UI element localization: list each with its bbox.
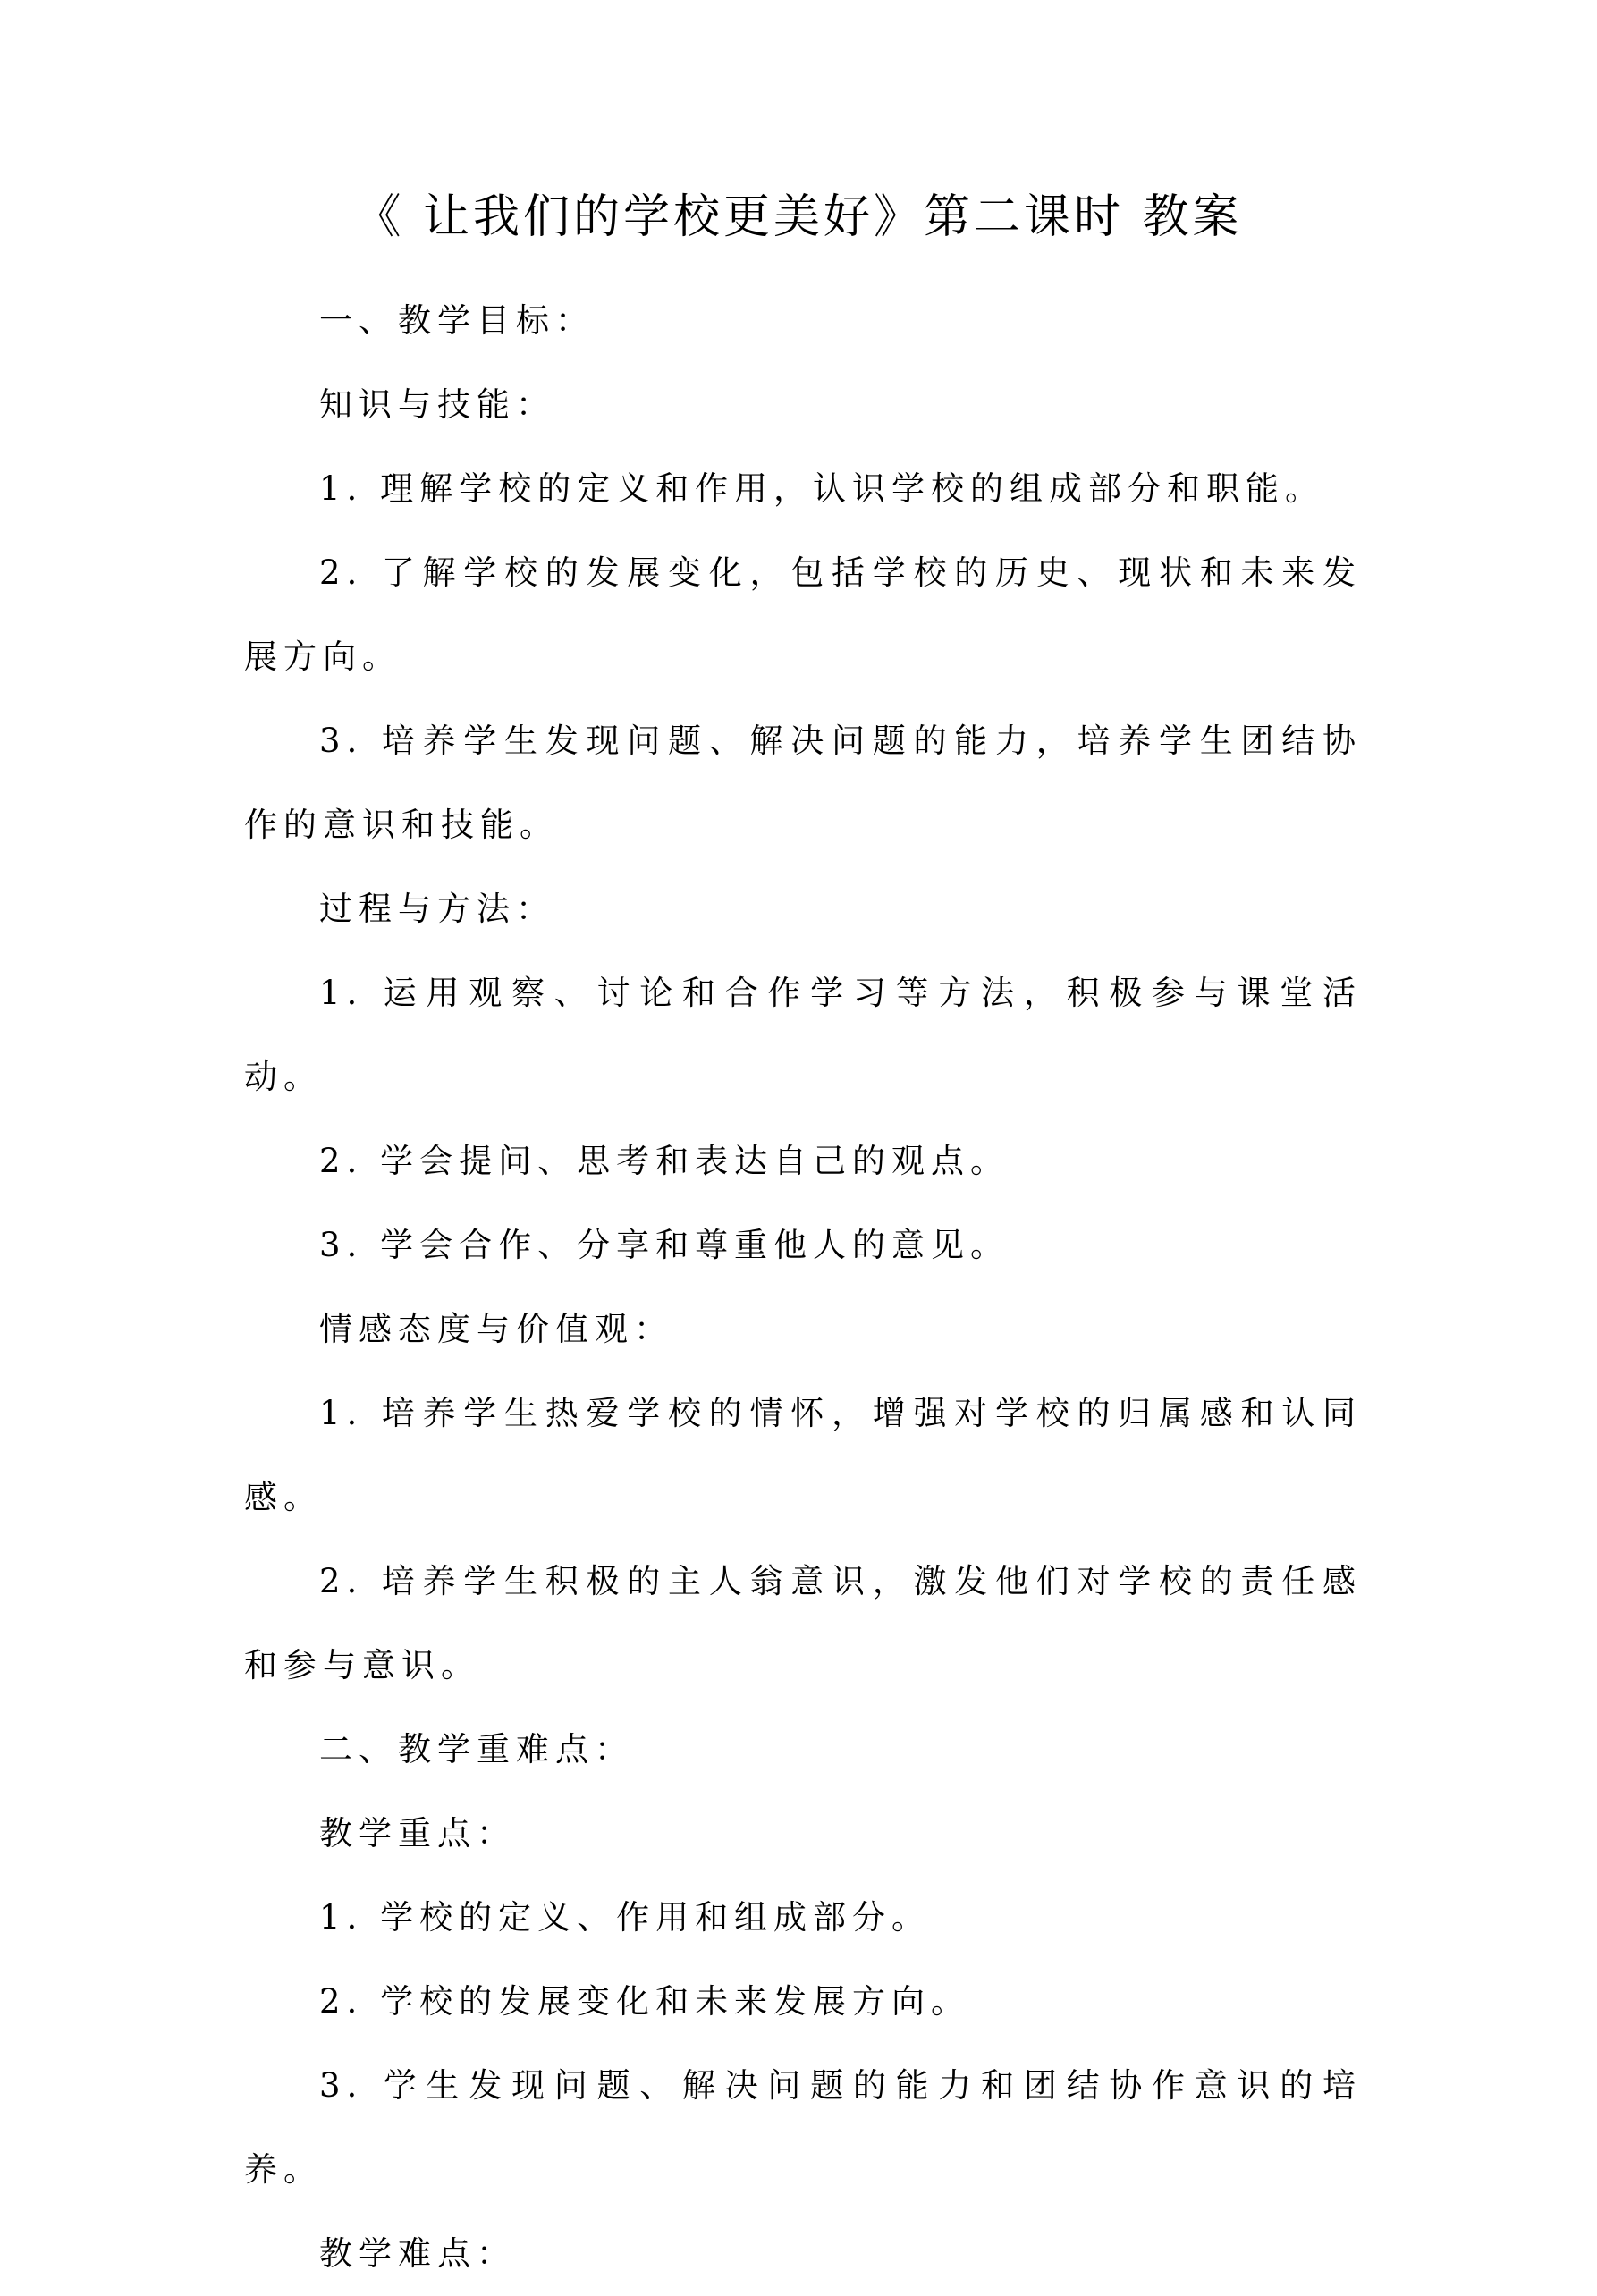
subheading-key-points: 教学重点：	[319, 1814, 516, 1853]
paragraph: 2. 学校的发展变化和未来发展方向。	[319, 1982, 971, 2021]
subheading-process-methods: 过程与方法：	[319, 890, 555, 928]
paragraph: 2. 了解学校的发展变化，包括学校的历史、现状和未来发展方向。	[244, 553, 1362, 676]
document-body	[244, 279, 1362, 2296]
section-heading-objectives: 一、教学目标：	[319, 301, 595, 340]
paragraph: 1. 学校的定义、作用和组成部分。	[319, 1898, 932, 1937]
section-heading-key-difficult-points: 二、教学重难点：	[319, 1730, 634, 1768]
paragraph: 1. 运用观察、讨论和合作学习等方法，积极参与课堂活动。	[244, 974, 1362, 1096]
paragraph: 3. 学生发现问题、解决问题的能力和团结协作意识的培养。	[244, 2066, 1362, 2189]
subheading-knowledge-skills: 知识与技能：	[319, 385, 555, 424]
subheading-attitudes-values: 情感态度与价值观：	[319, 1310, 673, 1348]
paragraph: 1. 理解学校的定义和作用，认识学校的组成部分和职能。	[319, 469, 1325, 508]
paragraph: 1. 培养学生热爱学校的情怀，增强对学校的归属感和认同感。	[244, 1394, 1362, 1516]
document-title: 《 让我们的学校更美好》第二课时 教案	[354, 190, 1243, 244]
paragraph: 3. 学会合作、分享和尊重他人的意见。	[319, 1226, 1010, 1264]
paragraph: 2. 培养学生积极的主人翁意识，激发他们对学校的责任感和参与意识。	[244, 1562, 1362, 1684]
subheading-difficult-points: 教学难点：	[319, 2234, 516, 2273]
paragraph: 2. 学会提问、思考和表达自己的观点。	[319, 1142, 1010, 1180]
paragraph: 3. 培养学生发现问题、解决问题的能力，培养学生团结协作的意识和技能。	[244, 722, 1362, 844]
